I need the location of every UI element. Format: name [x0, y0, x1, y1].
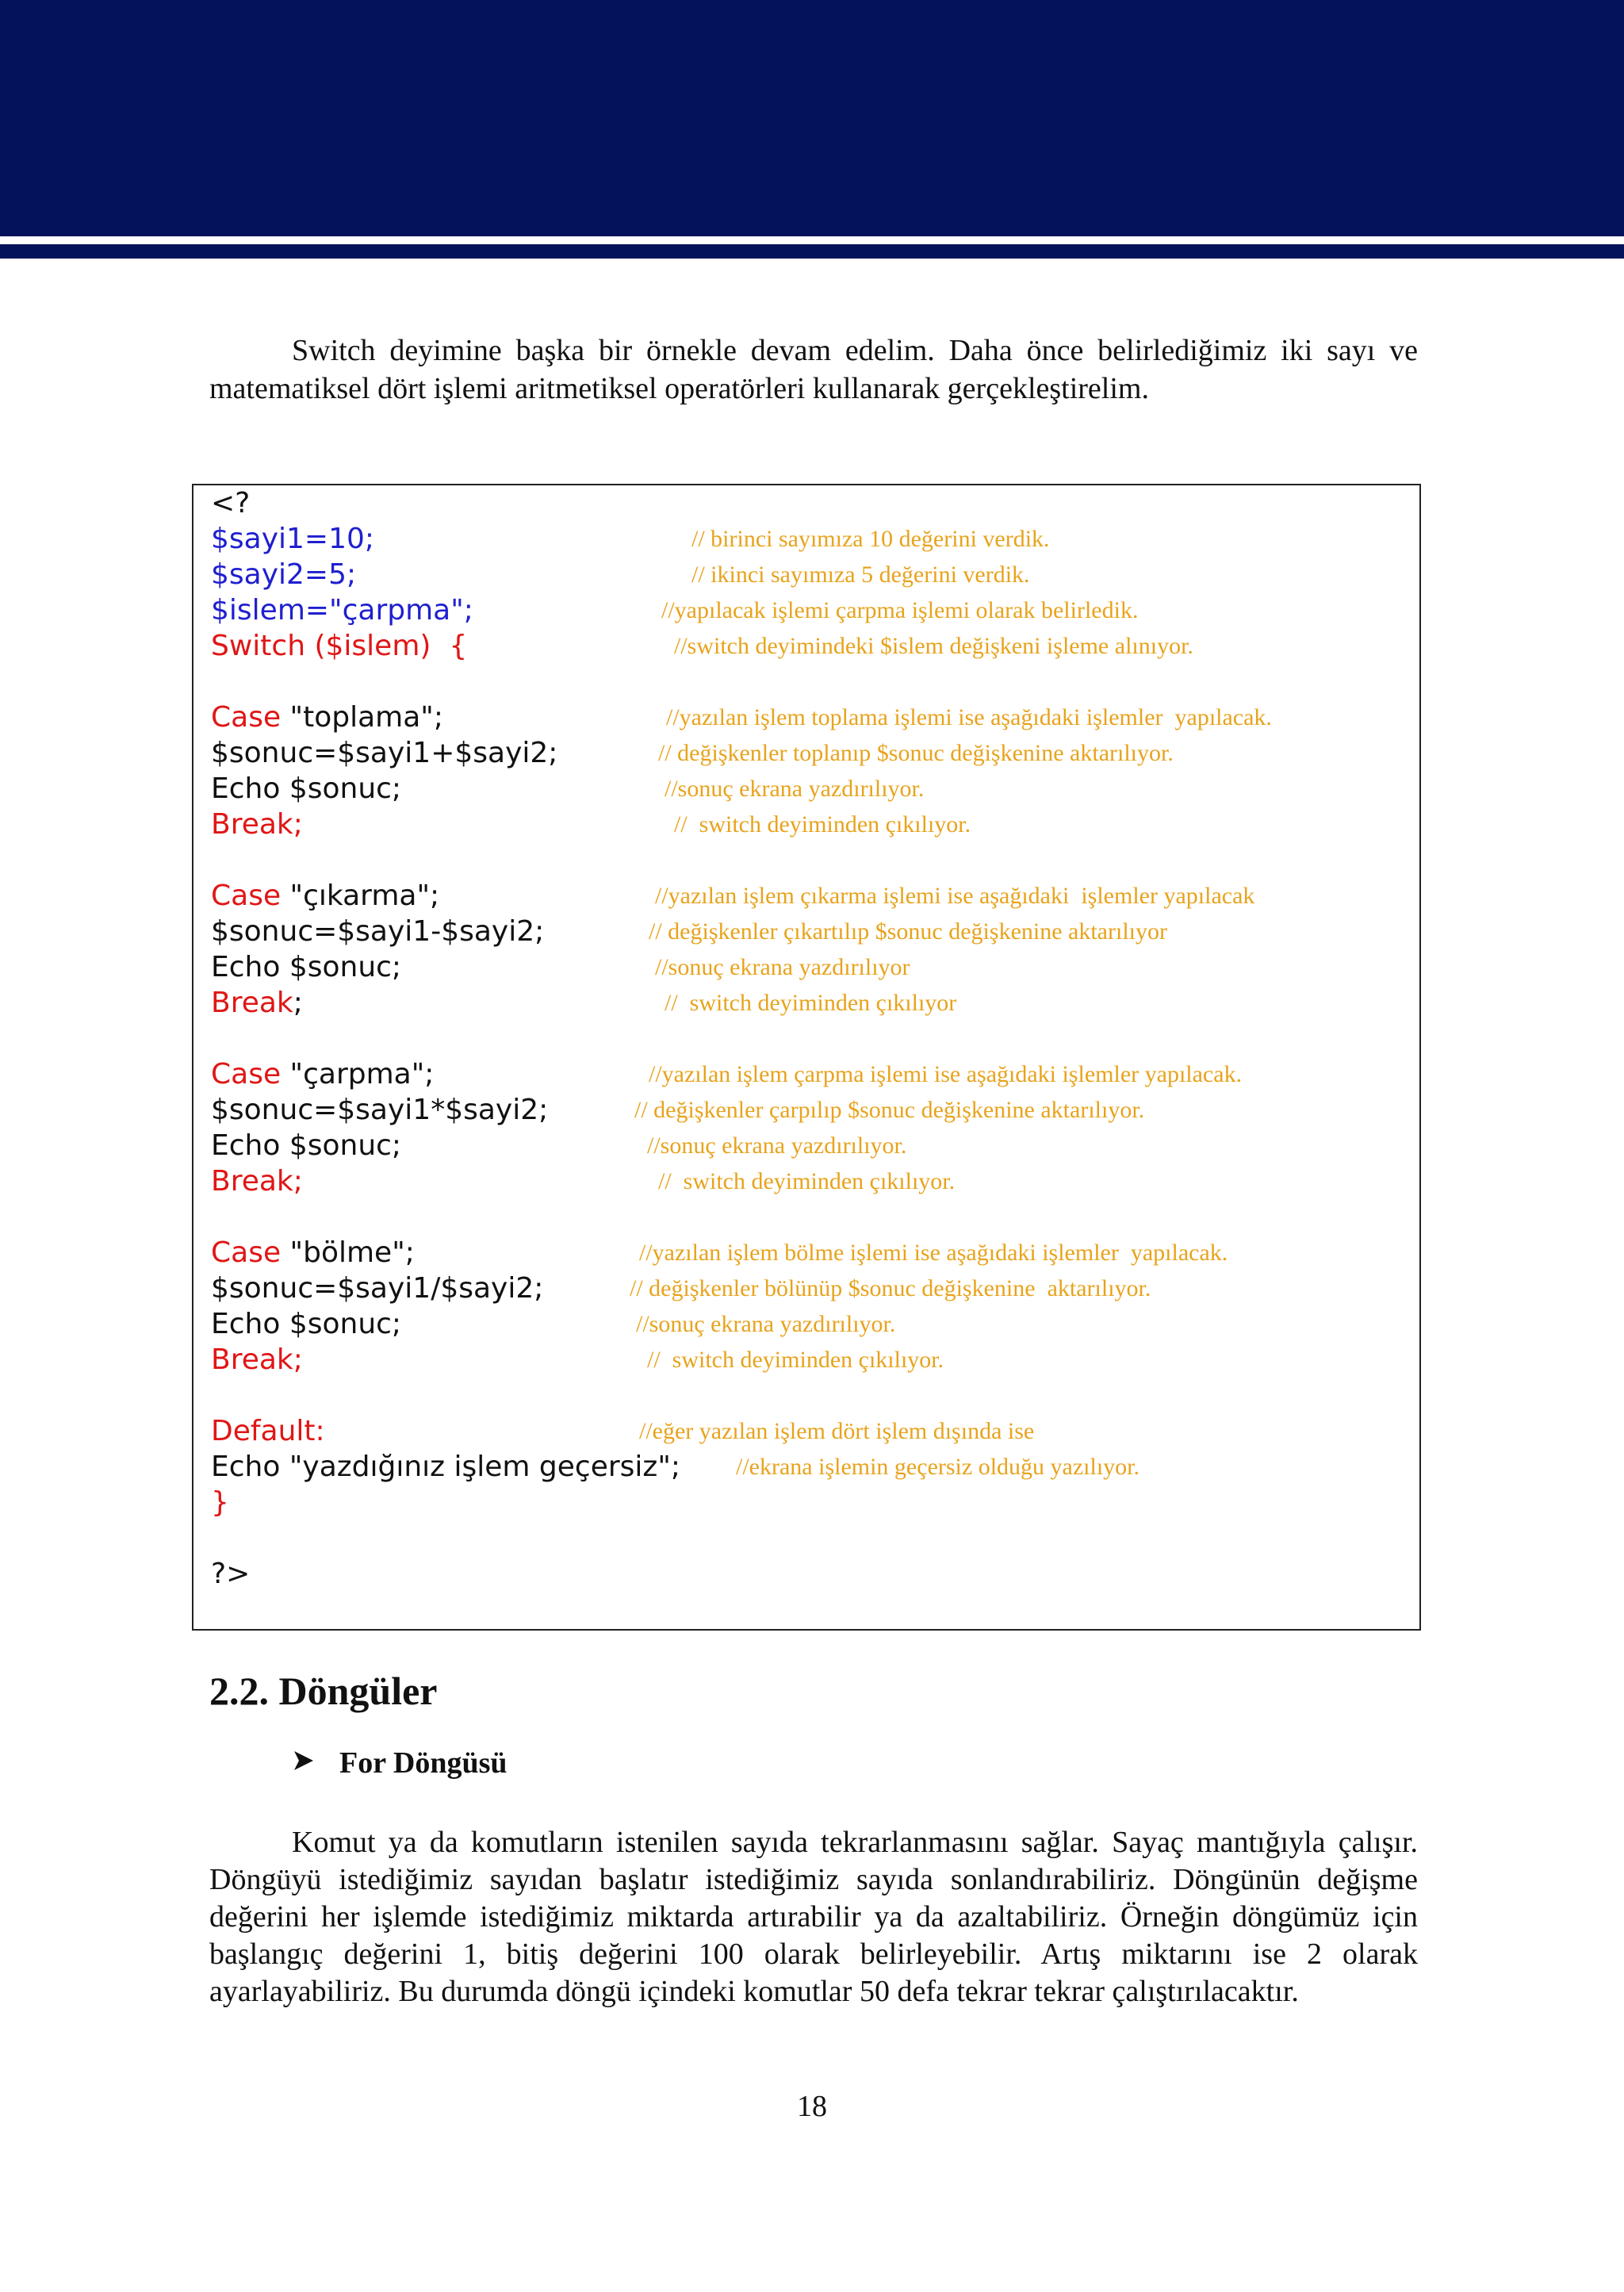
- code-comment: //sonuç ekrana yazdırılıyor.: [665, 776, 925, 802]
- code-comment: //yazılan işlem toplama işlemi ise aşağıdaki işlemler yapılacak.: [666, 704, 1272, 730]
- code-line: Break;: [211, 1165, 303, 1198]
- case-keyword: Case: [211, 1058, 290, 1090]
- case-keyword: Case: [211, 701, 290, 734]
- break-keyword: Break: [211, 987, 293, 1019]
- code-line: $sonuc=$sayi1+$sayi2;: [211, 737, 558, 769]
- code-comment: // değişkenler bölünüp $sonuc değişkenine aktarılıyor.: [630, 1275, 1151, 1301]
- header-band: [0, 0, 1624, 236]
- code-comment: // değişkenler çarpılıp $sonuc değişkenine aktarılıyor.: [634, 1097, 1145, 1123]
- arrow-right-icon: [292, 1743, 339, 1783]
- case-value: "toplama";: [289, 701, 443, 734]
- code-comment: // switch deyiminden çıkılıyor.: [658, 1168, 956, 1194]
- code-line: $sonuc=$sayi1-$sayi2;: [211, 915, 545, 948]
- code-line: $sayi2=5;: [211, 558, 357, 591]
- code-line: $islem="çarpma";: [211, 594, 473, 627]
- code-line: Echo $sonuc;: [211, 1308, 402, 1340]
- semicolon: ;: [293, 987, 303, 1019]
- code-line: [211, 699, 443, 735]
- code-line: [211, 985, 303, 1021]
- code-comment: // ikinci sayımıza 5 değerini verdik.: [691, 562, 1030, 588]
- code-block: [192, 484, 1421, 1631]
- code-line: $sonuc=$sayi1/$sayi2;: [211, 1272, 544, 1305]
- header-gap: [0, 236, 1624, 244]
- code-line: [211, 1235, 415, 1271]
- code-line: Break;: [211, 1343, 303, 1376]
- page-number: 18: [797, 2090, 827, 2123]
- code-line: Switch ($islem) {: [211, 630, 468, 662]
- body-paragraph: Komut ya da komutların istenilen sayıda tekrarlanmasını sağlar. Sayaç mantığıyla çalışır. Döngüyü istediğimiz sayıdan başlatır istediğimiz sayıda sonlandırabiliriz. Döngünün değişme değerini her işlemde istediğimiz miktarda artırabilir ya da azaltabiliriz. Örneğin döngümüz için başlangıç değerini 1, bitiş değerini 100 olarak belirleyebilir. Artış miktarını ise 2 olarak ayarlayabiliriz. Bu durumda döngü içindeki komutlar 50 defa tekrar tekrar çalıştırılacaktır.: [209, 1826, 1418, 2008]
- code-line: Echo $sonuc;: [211, 1129, 402, 1162]
- code-line: [211, 1056, 434, 1092]
- code-line: }: [211, 1486, 229, 1519]
- case-value: "çıkarma";: [289, 880, 440, 912]
- code-comment: //ekrana işlemin geçersiz olduğu yazılıyor.: [736, 1454, 1140, 1480]
- case-value: "çarpma";: [289, 1058, 435, 1090]
- code-comment: //sonuç ekrana yazdırılıyor.: [636, 1311, 896, 1337]
- code-comment: //yazılan işlem çıkarma işlemi ise aşağıdaki işlemler yapılacak: [655, 883, 1255, 909]
- code-line: Echo $sonuc;: [211, 772, 402, 805]
- section-title: 2.2. Döngüler: [209, 1669, 438, 1713]
- code-comment: // değişkenler çıkartılıp $sonuc değişkenine aktarılıyor: [649, 918, 1167, 945]
- code-comment: // switch deyiminden çıkılıyor: [665, 990, 957, 1016]
- header-stripe: [0, 244, 1624, 259]
- code-line: Echo $sonuc;: [211, 951, 402, 983]
- code-comment: //yapılacak işlemi çarpma işlemi olarak belirledik.: [661, 597, 1139, 623]
- code-comment: //sonuç ekrana yazdırılıyor.: [647, 1133, 907, 1159]
- case-value: "bölme";: [289, 1236, 415, 1269]
- code-comment: //eğer yazılan işlem dört işlem dışında ise: [639, 1418, 1035, 1444]
- subheading: [292, 1743, 508, 1783]
- code-comment: //sonuç ekrana yazdırılıyor: [655, 954, 910, 980]
- code-line: ?>: [211, 1558, 251, 1590]
- case-keyword: Case: [211, 1236, 290, 1269]
- intro-paragraph: Switch deyimine başka bir örnekle devam edelim. Daha önce belirlediğimiz iki sayı ve matematiksel dört işlemi aritmetiksel operatörleri kullanarak gerçekleştirelim.: [209, 334, 1418, 405]
- code-comment: // switch deyiminden çıkılıyor.: [647, 1347, 944, 1373]
- code-comment: //switch deyimindeki $islem değişkeni işleme alınıyor.: [674, 633, 1193, 659]
- code-line: Echo "yazdığınız işlem geçersiz";: [211, 1451, 681, 1483]
- code-line: Default:: [211, 1415, 325, 1447]
- case-keyword: Case: [211, 880, 290, 912]
- code-comment: // switch deyiminden çıkılıyor.: [674, 811, 971, 837]
- code-comment: //yazılan işlem bölme işlemi ise aşağıdaki işlemler yapılacak.: [639, 1240, 1228, 1266]
- code-line: $sayi1=10;: [211, 523, 375, 555]
- code-comment: //yazılan işlem çarpma işlemi ise aşağıdaki işlemler yapılacak.: [649, 1061, 1243, 1087]
- code-comment: // birinci sayımıza 10 değerini verdik.: [691, 526, 1050, 552]
- subheading-label: For Döngüsü: [339, 1746, 508, 1780]
- code-line: <?: [211, 487, 251, 519]
- code-line: $sonuc=$sayi1*$sayi2;: [211, 1094, 549, 1126]
- code-line: Break;: [211, 808, 303, 841]
- code-line: [211, 878, 439, 914]
- code-comment: // değişkenler toplanıp $sonuc değişkenine aktarılıyor.: [658, 740, 1174, 766]
